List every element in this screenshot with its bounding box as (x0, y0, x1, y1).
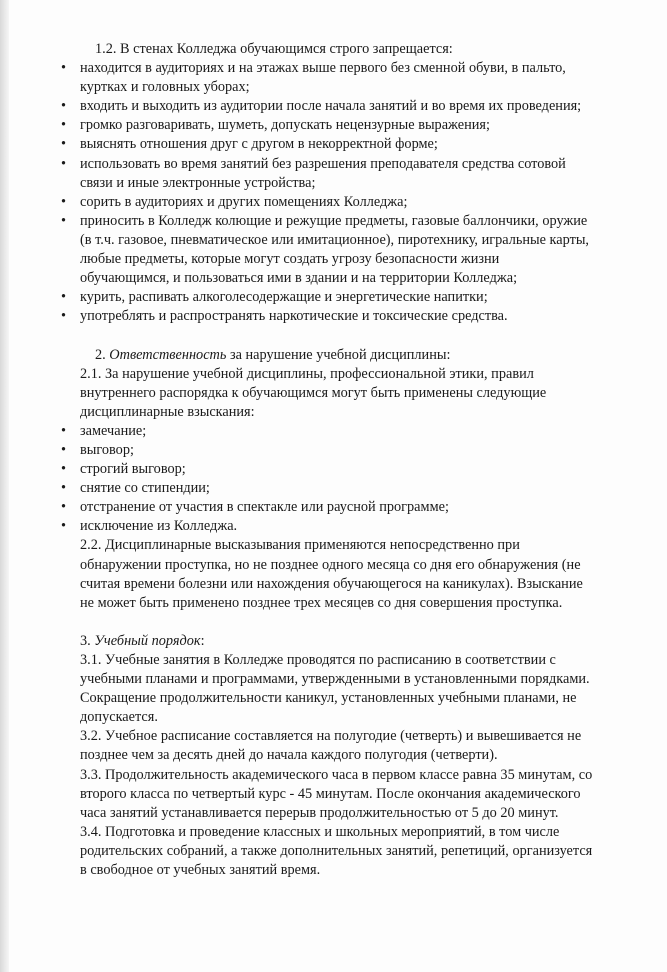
list-item (61, 288, 640, 307)
section-number: 2. (95, 346, 110, 363)
list-item-line: выяснять отношения друг с другом в некорректной форме; (80, 136, 438, 153)
list-item (61, 460, 640, 479)
list-item (61, 155, 640, 193)
paragraph-2-2 (80, 536, 640, 612)
list-item (61, 479, 640, 498)
paragraph-line: 3.2. Учебное расписание составляется на полугодие (четверть) и вывешивается не (80, 728, 582, 745)
list-item-line: приносить в Колледж колющие и режущие предметы, газовые баллончики, оружие (80, 212, 588, 229)
list-item-line: замечание; (80, 422, 147, 439)
paragraph-gap (80, 613, 640, 632)
paragraph-line: не может быть применено позднее трех месяцев со дня совершения проступка. (80, 594, 563, 611)
bullet: • (61, 98, 67, 115)
list-item (61, 498, 640, 517)
bullet: • (61, 289, 67, 306)
section-heading-rest: : (200, 632, 205, 649)
list-item (61, 212, 640, 288)
paragraph-line: допускается. (80, 709, 158, 726)
section-1-2-heading: 1.2. В стенах Колледжа обучающимся строго запрещается: (95, 41, 453, 57)
paragraph-line: 2.2. Дисциплинарные высказывания применяются непосредственно при (80, 537, 520, 554)
list-item-line: громко разговаривать, шуметь, допускать нецензурные выражения; (80, 117, 490, 134)
list-item (61, 441, 640, 460)
section-number: 3. (80, 632, 95, 649)
bullet: • (61, 480, 67, 497)
list-item (61, 193, 640, 212)
list-item-line: входить и выходить из аудитории после начала занятий и во время их проведения; (80, 98, 582, 115)
list-item-line: курить, распивать алкоголесодержащие и энергетические напитки; (80, 289, 488, 306)
list-item (61, 135, 640, 154)
section-3-heading (80, 632, 640, 651)
document-text (61, 40, 640, 880)
paragraph-line: родительских собраний, а также дополнительных занятий, репетиций, организуется (80, 842, 593, 859)
paragraph-line: Сокращение продолжительности каникул, установленных учебными планами, не (80, 690, 577, 707)
bullet: • (61, 518, 67, 535)
list-item-line: выговор; (80, 441, 134, 458)
paragraph-2-1 (80, 365, 640, 422)
paragraph-line: 3.3. Продолжительность академического часа в первом классе равна 35 минутам, со (80, 766, 593, 783)
list-item (61, 59, 640, 97)
bullet: • (61, 155, 67, 172)
bullet: • (61, 60, 67, 77)
paragraph-3-2 (80, 727, 640, 765)
list-item-line: обучающимся, и пользоваться ими в здании и на территории Колледжа; (80, 270, 518, 287)
paragraph-line: 3.1. Учебные занятия в Колледже проводятся по расписанию в соответствии с (80, 652, 556, 668)
paragraph-line: внутреннего распорядка к обучающимся могут быть применены следующие (80, 384, 547, 401)
paragraph-3-1 (80, 651, 640, 727)
paragraph-line: учебными планами и программами, утвержденными в установленными порядками. (80, 671, 590, 688)
list-item (61, 517, 640, 536)
paragraph-line: в свободное от учебных занятий время. (80, 862, 321, 879)
list-item-line: исключение из Колледжа. (80, 518, 238, 535)
bullet: • (61, 499, 67, 516)
paragraph-line: 2.1. За нарушение учебной дисциплины, профессиональной этики, правил (80, 365, 534, 382)
paragraph-line: 3.4. Подготовка и проведение классных и школьных мероприятий, в том числе (80, 823, 560, 840)
bullet: • (61, 136, 67, 153)
list-item-line: куртках и головных уборах; (80, 79, 250, 96)
list-item (61, 116, 640, 135)
list-item-line: отстранение от участия в спектакле или раусной программе; (80, 499, 449, 516)
paragraph-line: дисциплинарные взыскания: (80, 403, 255, 420)
section-2-heading (80, 346, 640, 365)
list-item-line: связи и иные электронные устройства; (80, 174, 316, 191)
bullet: • (61, 422, 67, 439)
bullet: • (61, 461, 67, 478)
list-item (61, 97, 640, 116)
list-item-line: использовать во время занятий без разрешения преподавателя средства сотовой (80, 155, 566, 172)
paragraph-3-3 (80, 766, 640, 823)
paragraph-line: позднее чем за десять дней до начала каждого полугодия (четверти). (80, 747, 498, 764)
paragraph-line: часа занятий устанавливается перерыв продолжительностью от 5 до 20 минут. (80, 804, 559, 821)
list-item (61, 422, 640, 441)
list-item-line: любые предметы, которые могут создать угрозу безопасности жизни (80, 251, 500, 268)
paragraph-line: обнаружении проступка, но не позднее одного месяца со дня его обнаружения (не (80, 556, 581, 573)
section-title: Ответственность (109, 346, 227, 363)
list-item-line: находится в аудиториях и на этажах выше первого без сменной обуви, в пальто, (80, 60, 566, 77)
paragraph-line: считая времени болезни или нахождения обучающегося на каникулах). Взыскание (80, 575, 583, 592)
list-item-line: употреблять и распространять наркотические и токсические средства. (80, 308, 508, 325)
list-item-line: сорить в аудиториях и других помещениях Колледжа; (80, 193, 408, 210)
list-item-line: строгий выговор; (80, 461, 186, 478)
list-item (61, 307, 640, 326)
section-heading-rest: за нарушение учебной дисциплины: (226, 346, 451, 363)
page-edge-shadow (0, 0, 9, 972)
bullet: • (61, 212, 67, 229)
bullet: • (61, 441, 67, 458)
bullet: • (61, 308, 67, 325)
list-item-line: снятие со стипендии; (80, 480, 210, 497)
list-item-line: (в т.ч. газовое, пневматическое или имитационное), пиротехнику, игральные карты, (80, 231, 590, 248)
paragraph-line: второго класса по четвертый курс - 45 минутам. После окончания академического (80, 785, 581, 802)
bullet: • (61, 117, 67, 134)
bullet: • (61, 193, 67, 210)
paragraph-3-4 (80, 823, 640, 880)
section-title: Учебный порядок (94, 632, 201, 649)
paragraph-gap (80, 326, 640, 345)
